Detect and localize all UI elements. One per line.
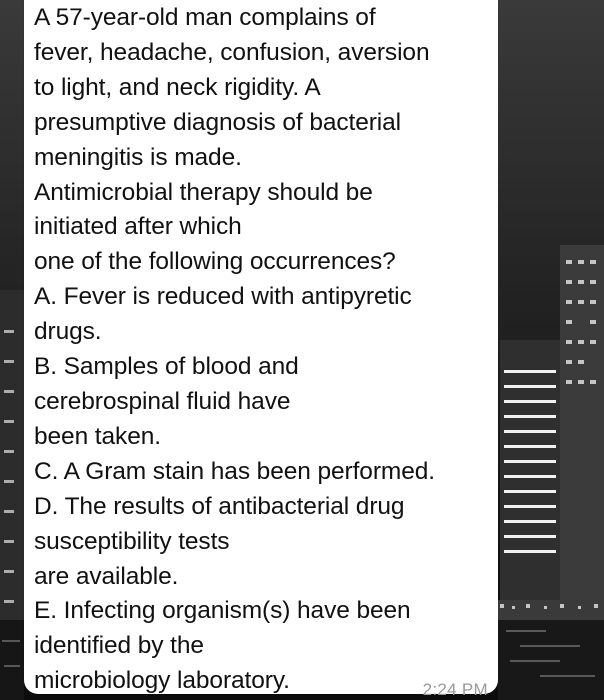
message-line: A 57-year-old man complains of bbox=[34, 4, 376, 31]
message-bubble[interactable] bbox=[24, 0, 498, 699]
message-line: B. Samples of blood and bbox=[34, 353, 299, 381]
message-line: identified by the bbox=[34, 632, 204, 660]
message-line: Antimicrobial therapy should be bbox=[34, 178, 373, 206]
message-line: fever, headache, confusion, aversion bbox=[34, 38, 430, 66]
message-line: D. The results of antibacterial drug bbox=[34, 492, 405, 520]
message-line: are available. bbox=[34, 562, 179, 590]
message-line: C. A Gram stain has been performed. bbox=[34, 457, 435, 485]
message-line: been taken. bbox=[34, 422, 161, 450]
message-line: meningitis is made. bbox=[34, 143, 242, 171]
message-line: susceptibility tests bbox=[34, 527, 230, 555]
message-line: A. Fever is reduced with antipyretic bbox=[34, 283, 412, 311]
message-timestamp: 2:24 PM bbox=[422, 680, 488, 699]
message-line: one of the following occurrences? bbox=[34, 248, 396, 276]
message-line: to light, and neck rigidity. A bbox=[34, 73, 321, 101]
message-line: cerebrospinal fluid have bbox=[34, 387, 291, 415]
message-line: microbiology laboratory. bbox=[34, 667, 290, 695]
message-line: initiated after which bbox=[34, 213, 242, 241]
message-text bbox=[34, 1, 498, 699]
message-line: drugs. bbox=[34, 318, 102, 346]
message-line: presumptive diagnosis of bacterial bbox=[34, 108, 402, 136]
message-line: E. Infecting organism(s) have been bbox=[34, 597, 411, 625]
